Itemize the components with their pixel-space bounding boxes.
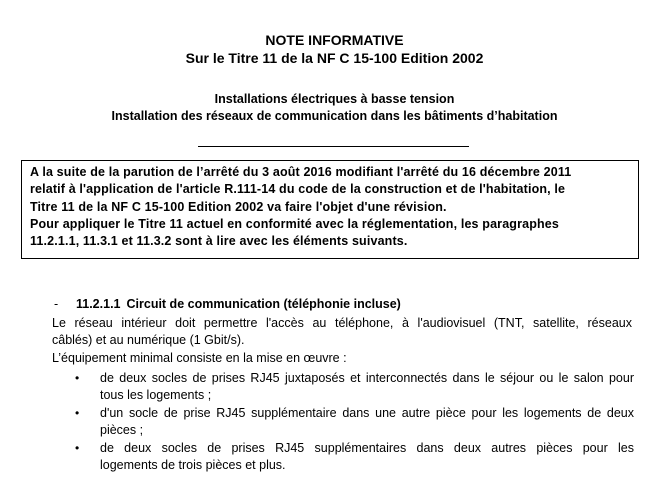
document-title-reference: Sur le Titre 11 de la NF C 15-100 Edition 2002 xyxy=(185,50,484,66)
bullet-icon: • xyxy=(75,406,80,420)
section-heading xyxy=(54,296,401,312)
document-subtitle-detail: Installation des réseaux de communication dans les bâtiments d’habitation xyxy=(111,109,558,123)
section-number: 11.2.1.1 xyxy=(76,297,121,311)
paragraph-line: câblés) et au numérique (1 Gbit/s). xyxy=(52,333,245,347)
section-paragraph xyxy=(52,315,632,349)
equipment-intro: L’équipement minimal consiste en la mise en œuvre : xyxy=(52,351,347,365)
notice-box xyxy=(21,160,639,259)
notice-line: Pour appliquer le Titre 11 actuel en conformité avec la réglementation, les paragraphes xyxy=(30,216,559,231)
bullet-icon: • xyxy=(75,371,80,385)
list-item-line: logements de trois pièces et plus. xyxy=(100,458,286,472)
section-title: Circuit de communication (téléphonie incluse) xyxy=(126,297,401,311)
list-dash: - xyxy=(54,297,59,311)
list-item-line: de deux socles de prises RJ45 supplémentaires dans deux autres pièces pour les xyxy=(100,441,634,455)
horizontal-divider xyxy=(198,146,469,147)
paragraph-line: Le réseau intérieur doit permettre l'accès au téléphone, à l'audiovisuel (TNT, satellite, réseaux xyxy=(52,316,632,330)
list-item-line: pièces ; xyxy=(100,423,144,437)
list-item-line: d'un socle de prise RJ45 supplémentaire dans une autre pièce pour les logements de deux xyxy=(100,406,634,420)
document-title: NOTE INFORMATIVE xyxy=(265,32,404,48)
bullet-icon: • xyxy=(75,441,80,455)
list-item-line: tous les logements ; xyxy=(100,388,212,402)
document-subtitle: Installations électriques à basse tension xyxy=(214,92,455,106)
notice-line: relatif à l'application de l'article R.111-14 du code de la construction et de l'habitation, le xyxy=(30,182,566,197)
notice-line: A la suite de la parution de l’arrêté du 3 août 2016 modifiant l'arrêté du 16 décembre 2011 xyxy=(30,165,572,179)
notice-line: Titre 11 de la NF C 15-100 Edition 2002 va faire l'objet d'une révision. xyxy=(30,199,447,214)
list-item-line: de deux socles de prises RJ45 juxtaposés et interconnectés dans le séjour ou le salon pour xyxy=(100,371,634,385)
notice-line: 11.2.1.1, 11.3.1 et 11.3.2 sont à lire avec les éléments suivants. xyxy=(30,234,408,249)
